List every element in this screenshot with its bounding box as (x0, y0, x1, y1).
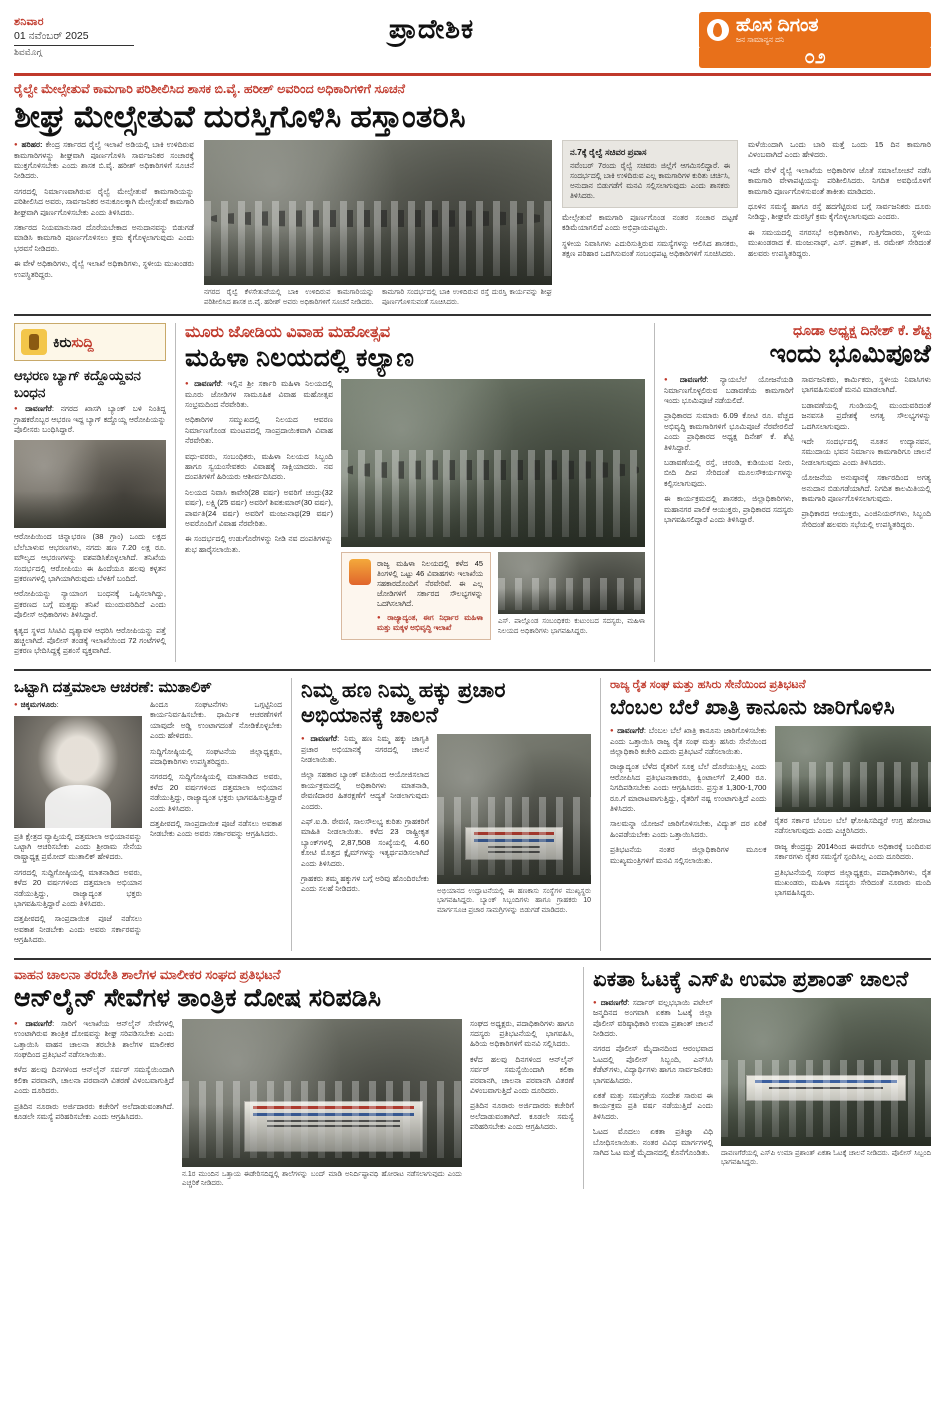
brand-logo (699, 12, 931, 49)
brand-name: ಹೊಸ ದಿಗಂತ (736, 15, 819, 36)
lead-sidebox (562, 140, 738, 208)
wedding-photo (341, 379, 645, 547)
lead-story (14, 82, 931, 307)
online-kicker: ವಾಹನ ಚಾಲನಾ ತರಬೇತಿ ಶಾಲೆಗಳ ಮಾಲೀಕರ ಸಂಘದ ಪ್ರತಿಭಟನೆ (14, 966, 281, 982)
brand-block (699, 12, 931, 68)
bhoomi-headline: ಇಂದು ಭೂಮಿಪೂಜೆ (769, 340, 931, 368)
column-divider-4 (600, 678, 601, 951)
kirusuddi-label: ಕಿರುಸುದ್ದಿ (53, 333, 94, 350)
campaign-photo-caption: ಅಭಿಯಾನದ ಉದ್ಘಾಟನೆಯಲ್ಲಿ ಈ ಹಣಕಾಸು ಸಂಸ್ಥೆಗಳ ಮುಖ್ಯಸ್ಥರು ಭಾಗವಹಿಸಿದ್ದರು. ಬ್ಯಾಂಕ್ ಸಿಬ್ಬಂದಿಗಳು ಹಾಗೂ ಗ್ರಾಹಕರು 10 ಮಾರ್ಗಸೂಚಿ ಪ್ರಚಾರ ಸಾಮಗ್ರಿಗಳನ್ನು ಬಿಡುಗಡೆ ಮಾಡಿದರು. (437, 887, 591, 914)
wedding-kicker: ಮೂರು ಜೋಡಿಯ ವಿವಾಹ ಮಹೋತ್ಸವ (185, 324, 391, 341)
wedding-teaser (341, 552, 491, 640)
section-divider-2 (14, 669, 931, 671)
column-divider-2 (654, 323, 655, 662)
masthead-day: ಶನಿವಾರ (14, 16, 44, 28)
column-divider-5 (583, 967, 584, 1189)
flame-icon (707, 19, 729, 41)
unity-photo-caption: ದಾವಣಗೆರೆಯಲ್ಲಿ ಎಸ್‌ಪಿ ಉಮಾ ಪ್ರಶಾಂತ್ ಏಕತಾ ಓಟಕ್ಕೆ ಚಾಲನೆ ನೀಡಿದರು. ಪೊಲೀಸ್ ಸಿಬ್ಬಂದಿ ಭಾಗವಹಿಸಿದ್ದರು. (721, 1149, 931, 1167)
online-body-2: ಸಂಘದ ಅಧ್ಯಕ್ಷರು, ಪದಾಧಿಕಾರಿಗಳು ಹಾಗೂ ಸದಸ್ಯರು ಪ್ರತಿಭಟನೆಯಲ್ಲಿ ಭಾಗವಹಿಸಿ, ಹಿರಿಯ ಅಧಿಕಾರಿಗಳಿಗೆ ಮನವಿ ಸಲ್ಲಿಸಿದರು. ಕಳೆದ ಹಲವು ದಿನಗಳಿಂದ ಆನ್‌ಲೈನ್ ಸರ್ವರ್ ಸಮಸ್ಯೆಯಿಂದಾಗಿ ಕಲಿಕಾ ಪರವಾನಗಿ, ಚಾಲನಾ ಪರವಾನಗಿ ವಿತರಣೆ ವಿಳಂಬವಾಗುತ್ತಿದೆ ಎಂದು ದೂರಿದರು. ಪ್ರತಿದಿನ ನೂರಾರು ಅರ್ಜಿದಾರರು ಕಚೇರಿಗೆ ಅಲೆದಾಡುವಂತಾಗಿದೆ. ಕೂಡಲೇ ಸಮಸ್ಯೆ ಪರಿಹರಿಸಬೇಕು ಎಂದು ಆಗ್ರಹಿಸಿದರು. (470, 1018, 574, 1132)
wedding-headline: ಮಹಿಳಾ ನಿಲಯದಲ್ಲಿ ಕಲ್ಯಾಣ (185, 344, 415, 372)
kirusuddi-headline: ಆಭರಣ ಬ್ಯಾಗ್ ಕದ್ದೊಯ್ದವನ ಬಂಧನ (14, 368, 141, 400)
kirusuddi-body: ● ದಾವಣಗೆರೆ: ನಗರದ ಖಾಸಗಿ ಬ್ಯಾಂಕ್ ಬಳಿ ನಿಂತಿದ್ದ ಗ್ರಾಹಕರೊಬ್ಬರ ಆಭರಣ ಇದ್ದ ಬ್ಯಾಗ್ ಕದ್ದೊಯ್ದ ಆರೋಪಿಯನ್ನು ಪೊಲೀಸರು ಬಂಧಿಸಿದ್ದಾರೆ. (14, 404, 166, 435)
campaign-body: ● ದಾವಣಗೆರೆ: ನಿಮ್ಮ ಹಣ ನಿಮ್ಮ ಹಕ್ಕು ಜಾಗೃತಿ ಪ್ರಚಾರ ಅಭಿಯಾನಕ್ಕೆ ನಗರದಲ್ಲಿ ಚಾಲನೆ ನೀಡಲಾಯಿತು. ಜಿಲ್ಲಾ ಸಹಕಾರ ಬ್ಯಾಂಕ್ ವತಿಯಿಂದ ಆಯೋಜಿಸಲಾದ ಕಾರ್ಯಕ್ರಮದಲ್ಲಿ ಅಧಿಕಾರಿಗಳು ಮಾತನಾಡಿ, ಠೇವಣಿದಾರರ ಹಿತರಕ್ಷಣೆಗೆ ಆದ್ಯತೆ ನೀಡಲಾಗುವುದು ಎಂದರು. ಎಫ್.ಐ.ಡಿ. ಠೇವಣಿ, ಸಾಲಸೌಲಭ್ಯ ಕುರಿತು ಗ್ರಾಹಕರಿಗೆ ಮಾಹಿತಿ ನೀಡಲಾಯಿತು. ಕಳೆದ 23 ರಾಷ್ಟ್ರೀಕೃತ ಬ್ಯಾಂಕ್‌ಗಳಲ್ಲಿ 2,87,508 ಸಂಖ್ಯೆಯಲ್ಲಿ 4.60 ಕೋಟಿ ಮೊತ್ತದ ಕ್ಲೈಮ್‌ಗಳನ್ನು ಇತ್ಯರ್ಥಪಡಿಸಲಾಗಿದೆ ಎಂದು ತಿಳಿಸಿದರು. ಗ್ರಾಹಕರು ತಮ್ಮ ಹಕ್ಕುಗಳ ಬಗ್ಗೆ ಅರಿವು ಹೊಂದಿರಬೇಕು ಎಂದು ಸಲಹೆ ನೀಡಿದರು. (301, 734, 429, 895)
unity-headline: ಏಕತಾ ಓಟಕ್ಕೆ ಎಸ್‌ಪಿ ಉಮಾ ಪ್ರಶಾಂತ್ ಚಾಲನೆ (593, 967, 909, 991)
farmers-headline: ಬೆಂಬಲ ಬೆಲೆ ಖಾತ್ರಿ ಕಾನೂನು ಜಾರಿಗೊಳಿಸಿ (610, 695, 895, 719)
lead-col4: ಮಳೆಯಿಂದಾಗಿ ಒಂದು ಬಾರಿ ಮತ್ತೆ ಒಂದು 15 ದಿನ ಕಾಮಗಾರಿ ವಿಳಂಬವಾಗಿದೆ ಎಂದು ಹೇಳಿದರು. ಇದೇ ವೇಳೆ ರೈಲ್ವೆ ಇಲಾಖೆಯ ಅಧಿಕಾರಿಗಳ ಜೊತೆ ಸಮಾಲೋಚನೆ ನಡೆಸಿ ಕಾಮಗಾರಿ ವೇಳಾಪಟ್ಟಿಯನ್ನು ಪರಿಶೀಲಿಸಿದರು. ನಿಗದಿತ ಅವಧಿಯೊಳಗೆ ಕಾಮಗಾರಿ ಪೂರ್ಣಗೊಳಿಸುವಂತೆ ತಾಕೀತು ಮಾಡಿದರು. ಧೂಳಿನ ಸಮಸ್ಯೆ ಹಾಗೂ ರಸ್ತೆ ಹದಗೆಟ್ಟಿರುವ ಬಗ್ಗೆ ಸಾರ್ವಜನಿಕರು ದೂರು ನೀಡಿದ್ದು, ಶೀಘ್ರವೇ ದುರಸ್ತಿಗೆ ಕ್ರಮ ಕೈಗೊಳ್ಳಲಾಗುವುದು ಎಂದರು. ಈ ಸಮಯದಲ್ಲಿ ನಗರಸಭೆ ಅಧಿಕಾರಿಗಳು, ಗುತ್ತಿಗೆದಾರರು, ಸ್ಥಳೀಯ ಮುಖಂಡರಾದ ಕೆ. ಮಂಜುನಾಥ್, ಎಸ್. ಪ್ರಕಾಶ್, ಜಿ. ರಮೇಶ್ ಸೇರಿದಂತೆ ಹಲವರು ಉಪಸ್ಥಿತರಿದ್ದರು. (748, 140, 931, 258)
lead-photo (204, 140, 552, 285)
campaign-headline: ನಿಮ್ಮ ಹಣ ನಿಮ್ಮ ಹಕ್ಕು ಪ್ರಚಾರ ಅಭಿಯಾನಕ್ಕೆ ಚಾಲನೆ (301, 678, 506, 727)
masthead-city: ಶಿವಮೊಗ್ಗ (14, 47, 42, 57)
farmers-photo (775, 726, 932, 812)
section-title-block (164, 12, 699, 46)
section-divider-1 (14, 314, 931, 316)
muthalik-body-2: ಹಿಂದೂ ಸಂಘಟನೆಗಳು ಒಗ್ಗಟ್ಟಿನಿಂದ ಕಾರ್ಯನಿರ್ವಹಿಸಬೇಕು. ಧಾರ್ಮಿಕ ಆಚರಣೆಗಳಿಗೆ ಯಾವುದೇ ಅಡ್ಡಿ ಉಂಟಾಗದಂತೆ ನೋಡಿಕೊಳ್ಳಬೇಕು ಎಂದು ಹೇಳಿದರು. ಸುದ್ದಿಗೋಷ್ಠಿಯಲ್ಲಿ ಸಂಘಟನೆಯ ಜಿಲ್ಲಾಧ್ಯಕ್ಷರು, ಪದಾಧಿಕಾರಿಗಳು ಉಪಸ್ಥಿತರಿದ್ದರು. ನಗರದಲ್ಲಿ ಸುದ್ದಿಗೋಷ್ಠಿಯಲ್ಲಿ ಮಾತನಾಡಿದ ಅವರು, ಕಳೆದ 20 ವರ್ಷಗಳಿಂದ ದತ್ತಮಾಲಾ ಅಭಿಯಾನ ನಡೆಯುತ್ತಿದ್ದು, ರಾಜ್ಯಾದ್ಯಂತ ಭಕ್ತರು ಭಾಗವಹಿಸುತ್ತಿದ್ದಾರೆ ಎಂದು ತಿಳಿಸಿದರು. ದತ್ತಪೀಠದಲ್ಲಿ ಸಾಂಪ್ರದಾಯಿಕ ಪೂಜೆ ನಡೆಸಲು ಅವಕಾಶ ನೀಡಬೇಕು ಎಂದು ಅವರು ಸರ್ಕಾರವನ್ನು ಆಗ್ರಹಿಸಿದರು. (150, 699, 282, 839)
column-divider (175, 323, 176, 662)
online-headline: ಆನ್‌ಲೈನ್ ಸೇವೆಗಳ ತಾಂತ್ರಿಕ ದೋಷ ಸರಿಪಡಿಸಿ (14, 983, 382, 1012)
lead-photo-caption: ನಗರದ ರೈಲ್ವೆ ಕೆಳಸೇತುವೆಯಲ್ಲಿ ಬಾಕಿ ಉಳಿದಿರುವ ಕಾಮಗಾರಿಯನ್ನು ಪರಿಶೀಲಿಸಿದ ಶಾಸಕ ಬಿ.ವೈ. ಹರೀಶ್ ಅವರು ಅಧಿಕಾರಿಗಳಿಗೆ ಸೂಚನೆ ನೀಡಿದರು. (204, 289, 374, 306)
lead-sidebox-text: ನವೆಂಬರ್ 7ರಂದು ರೈಲ್ವೆ ಸಚಿವರು ಜಿಲ್ಲೆಗೆ ಆಗಮಿಸಲಿದ್ದಾರೆ. ಈ ಸಂದರ್ಭದಲ್ಲಿ ಬಾಕಿ ಉಳಿದಿರುವ ಎಲ್ಲ ಕಾಮಗಾರಿಗಳ ಕುರಿತು ಚರ್ಚಿಸಿ, ಅನುದಾನ ಬಿಡುಗಡೆಗೆ ಮನವಿ ಸಲ್ಲಿಸಲಾಗುವುದು ಎಂದು ಶಾಸಕರು ತಿಳಿಸಿದರು. (570, 161, 730, 200)
lead-photo-caption-2: ಕಾಮಗಾರಿ ಸಂದರ್ಭದಲ್ಲಿ ಬಾಕಿ ಉಳಿದಿರುವ ರಸ್ತೆ ದುರಸ್ತಿ ಕಾರ್ಯವನ್ನು ಶೀಘ್ರ ಪೂರ್ಣಗೊಳಿಸುವಂತೆ ಸೂಚಿಸಿದರು. (382, 289, 552, 306)
online-photo (182, 1019, 462, 1167)
lead-col3: ಮೇಲ್ಸೇತುವೆ ಕಾಮಗಾರಿ ಪೂರ್ಣಗೊಂಡ ನಂತರ ಸಂಚಾರ ದಟ್ಟಣೆ ಕಡಿಮೆಯಾಗಲಿದೆ ಎಂದು ಅಭಿಪ್ರಾಯಪಟ್ಟರು. ಸ್ಥಳೀಯ ನಿವಾಸಿಗಳು ಎದುರಿಸುತ್ತಿರುವ ಸಮಸ್ಯೆಗಳನ್ನು ಆಲಿಸಿದ ಶಾಸಕರು, ತಕ್ಷಣ ಪರಿಹಾರ ಒದಗಿಸುವಂತೆ ಸಂಬಂಧಪಟ್ಟ ಅಧಿಕಾರಿಗಳಿಗೆ ಸೂಚಿಸಿದರು. (562, 213, 738, 259)
kirusuddi-photo (14, 440, 166, 528)
wedding-photo-caption: ಎಸ್. ಪಾಲ್ಗೊಂಡ ಸಂಬಂಧಿಕರು ಕುಟುಂಬದ ಸದಸ್ಯರು, ಮಹಿಳಾ ನಿಲಯದ ಅಧಿಕಾರಿಗಳು ಭಾಗವಹಿಸಿದ್ದರು. (498, 618, 645, 635)
band-three: ಒಟ್ಟಾಗಿ ದತ್ತಮಾಲಾ ಆಚರಣೆ: ಮುತಾಲಿಕ್ ● ಚಿಕ್ಕಮಗಳೂರು: ಪ್ರತಿ ಕ್ಷೇತ್ರದ ವ್ಯಾಪ್ತಿಯಲ್ಲಿ ದತ್ತಮಾಲಾ ಅಭಿಯಾನವನ್ನು ಒಟ್ಟಾಗಿ ಆಚರಿಸಬೇಕು ಎಂದು ಶ್ರೀರಾಮ ಸೇನೆಯ ರಾಷ್ಟ್ರಾಧ್ಯಕ್ಷ ಪ್ರಮೋದ್ ಮುತಾಲಿಕ್ ಹೇಳಿದರು. ನಗರದಲ್ಲಿ ಸುದ್ದಿಗೋಷ್ಠಿಯಲ್ಲಿ ಮಾತನಾಡಿದ ಅವರು, ಕಳೆದ 20 ವರ್ಷಗಳಿಂದ ದತ್ತಮಾಲಾ ಅಭಿಯಾನ ನಡೆಯುತ್ತಿದ್ದು, ರಾಜ್ಯಾದ್ಯಂತ ಭಕ್ತರು ಭಾಗವಹಿಸುತ್ತಿದ್ದಾರೆ ಎಂದು ತಿಳಿಸಿದರು. ದತ್ತಪೀಠದಲ್ಲಿ ಸಾಂಪ್ರದಾಯಿಕ ಪೂಜೆ ನಡೆಸಲು ಅವಕಾಶ ನೀಡಬೇಕು ಎಂದು ಅವರು ಸರ್ಕಾರವನ್ನು ಆಗ್ರಹಿಸಿದರು. ಹಿಂದೂ ಸಂಘಟನೆಗಳು ಒಗ್ಗಟ್ಟಿನಿಂದ ಕಾರ್ಯನಿರ್ವಹಿಸಬೇಕು. ಧಾರ್ಮಿಕ ಆಚರಣೆಗಳಿಗೆ ಯಾವುದೇ ಅಡ್ಡಿ ಉಂಟಾಗದಂತೆ ನೋಡಿಕೊಳ್ಳಬೇಕು ಎಂದು ಹೇಳಿದರು. ಸುದ್ದಿಗೋಷ್ಠಿಯಲ್ಲಿ ಸಂಘಟನೆಯ ಜಿಲ್ಲಾಧ್ಯಕ್ಷರು, ಪದಾಧಿಕಾರಿಗಳು ಉಪಸ್ಥಿತರಿದ್ದರು. ನಗರದಲ್ಲಿ ಸುದ್ದಿಗೋಷ್ಠಿಯಲ್ಲಿ ಮಾತನಾಡಿದ ಅವರು, ಕಳೆದ 20 ವರ್ಷಗಳಿಂದ ದತ್ತಮಾಲಾ ಅಭಿಯಾನ ನಡೆಯುತ್ತಿದ್ದು, ರಾಜ್ಯಾದ್ಯಂತ ಭಕ್ತರು ಭಾಗವಹಿಸುತ್ತಿದ್ದಾರೆ ಎಂದು ತಿಳಿಸಿದರು. ದತ್ತಪೀಠದಲ್ಲಿ ಸಾಂಪ್ರದಾಯಿಕ ಪೂಜೆ ನಡೆಸಲು ಅವಕಾಶ ನೀಡಬೇಕು ಎಂದು ಅವರು ಸರ್ಕಾರವನ್ನು ಆಗ್ರಹಿಸಿದರು. ನಿಮ್ಮ ಹಣ ನಿಮ್ಮ ಹಕ್ಕು ಪ್ರಚಾರ ಅಭಿಯಾನಕ್ಕೆ ಚಾಲನೆ ● ದಾವಣಗೆರೆ: ನಿಮ್ಮ ಹಣ ನಿಮ್ಮ ಹಕ್ಕು ಜಾಗೃತಿ ಪ್ರಚಾರ ಅಭಿಯಾನಕ್ಕೆ ನಗರದಲ್ಲಿ ಚಾಲನೆ ನೀಡಲಾಯಿತು. ಜಿಲ್ಲಾ ಸಹಕಾರ ಬ್ಯಾಂಕ್ ವತಿಯಿಂದ ಆಯೋಜಿಸಲಾದ ಕಾರ್ಯಕ್ರಮದಲ್ಲಿ ಅಧಿಕಾರಿಗಳು ಮಾತನಾಡಿ, ಠೇವಣಿದಾರರ ಹಿತರಕ್ಷಣೆಗೆ ಆದ್ಯತೆ ನೀಡಲಾಗುವುದು ಎಂದರು. ಎಫ್.ಐ.ಡಿ. ಠೇವಣಿ, ಸಾಲಸೌಲಭ್ಯ ಕುರಿತು ಗ್ರಾಹಕರಿಗೆ ಮಾಹಿತಿ ನೀಡಲಾಯಿತು. ಕಳೆದ 23 ರಾಷ್ಟ್ರೀಕೃತ ಬ್ಯಾಂಕ್‌ಗಳಲ್ಲಿ 2,87,508 ಸಂಖ್ಯೆಯಲ್ಲಿ 4.60 ಕೋಟಿ ಮೊತ್ತದ ಕ್ಲೈಮ್‌ಗಳನ್ನು ಇತ್ಯರ್ಥಪಡಿಸಲಾಗಿದೆ ಎಂದು ತಿಳಿಸಿದರು. ಗ್ರಾಹಕರು ತಮ್ಮ ಹಕ್ಕುಗಳ ಬಗ್ಗೆ ಅರಿವು ಹೊಂದಿರಬೇಕು ಎಂದು ಸಲಹೆ ನೀಡಿದರು. ಅಭಿಯಾನದ ಉದ್ಘಾಟನೆಯಲ್ಲಿ ಈ ಹಣಕಾಸು ಸಂಸ್ಥೆಗಳ ಮುಖ್ಯಸ್ಥರು ಭಾಗವಹಿಸಿದ್ದರು. ಬ್ಯಾಂಕ್ ಸಿಬ್ಬಂದಿಗಳು ಹಾಗೂ ಗ್ರಾಹಕರು 10 ಮಾರ್ಗಸೂಚಿ ಪ್ರಚಾರ ಸಾಮಗ್ರಿಗಳನ್ನು ಬಿಡುಗಡೆ ಮಾಡಿದರು. ರಾಜ್ಯ ರೈತ ಸಂಘ ಮತ್ತು ಹಸಿರು ಸೇನೆಯಿಂದ ಪ್ರತಿಭಟನೆ ಬೆಂಬಲ ಬೆಲೆ ಖಾತ್ರಿ ಕಾನೂನು ಜಾರಿಗೊಳಿಸಿ ● ದಾವಣಗೆರೆ: ಬೆಂಬಲ ಬೆಲೆ ಖಾತ್ರಿ ಕಾನೂನು ಜಾರಿಗೊಳಿಸಬೇಕು ಎಂದು ಒತ್ತಾಯಿಸಿ ರಾಜ್ಯ ರೈತ ಸಂಘ ಮತ್ತು ಹಸಿರು ಸೇನೆಯಿಂದ ಜಿಲ್ಲಾಧಿಕಾರಿ ಕಚೇರಿ ಎದುರು ಪ್ರತಿಭಟನೆ ನಡೆಸಲಾಯಿತು. ರಾಜ್ಯಾದ್ಯಂತ ಬೆಳೆದ ರೈತರಿಗೆ ಸೂಕ್ತ ಬೆಲೆ ದೊರೆಯುತ್ತಿಲ್ಲ ಎಂದು ಆರೋಪಿಸಿದ ಪ್ರತಿಭಟನಾಕಾರರು, ಕ್ವಿಂಟಾಲ್‌ಗೆ 2,400 ರೂ. ನಿಗದಿಪಡಿಸಬೇಕು ಎಂದು ಆಗ್ರಹಿಸಿದರು. ಪ್ರಸ್ತುತ 1,300-1,700 ರೂ.ಗೆ ಮಾರಾಟವಾಗುತ್ತಿದ್ದು, ರೈತರಿಗೆ ನಷ್ಟ ಉಂಟಾಗುತ್ತಿದೆ ಎಂದು ತಿಳಿಸಿದರು. ಸಾಲಮನ್ನಾ ಯೋಜನೆ ಜಾರಿಗೊಳಿಸಬೇಕು, ವಿದ್ಯುತ್ ದರ ಏರಿಕೆ ಹಿಂಪಡೆಯಬೇಕು ಎಂದು ಒತ್ತಾಯಿಸಿದರು. ಪ್ರತಿಭಟನೆಯ ನಂತರ ಜಿಲ್ಲಾಧಿಕಾರಿಗಳ ಮೂಲಕ ಮುಖ್ಯಮಂತ್ರಿಗಳಿಗೆ ಮನವಿ ಸಲ್ಲಿಸಲಾಯಿತು. ರೈತರ ಸರ್ಕಾರ ಬೆಂಬಲ ಬೆಲೆ ಘೋಷಿಸದಿದ್ದರೆ ಉಗ್ರ ಹೋರಾಟ ನಡೆಸಲಾಗುವುದು ಎಂದು ಎಚ್ಚರಿಸಿದರು. ರಾಜ್ಯ ಕೇಂದ್ರದ್ದು 2014ರಿಂದ ಈವರೆಗೂ ಅಧಿಕಾರಕ್ಕೆ ಬಂದಿರುವ ಸರ್ಕಾರಗಳು ರೈತರ ಸಮಸ್ಯೆಗೆ ಸ್ಪಂದಿಸಿಲ್ಲ ಎಂದು ದೂರಿದರು. ಪ್ರತಿಭಟನೆಯಲ್ಲಿ ಸಂಘದ ಜಿಲ್ಲಾಧ್ಯಕ್ಷರು, ಪದಾಧಿಕಾರಿಗಳು, ರೈತ ಮುಖಂಡರು, ಮಹಿಳಾ ಸದಸ್ಯರು ಸೇರಿದಂತೆ ನೂರಾರು ಮಂದಿ ಭಾಗವಹಿಸಿದ್ದರು. (14, 678, 931, 951)
masthead-divider (14, 45, 134, 46)
band-two: ಕಿರುಸುದ್ದಿ ಆಭರಣ ಬ್ಯಾಗ್ ಕದ್ದೊಯ್ದವನ ಬಂಧನ ● ದಾವಣಗೆರೆ: ನಗರದ ಖಾಸಗಿ ಬ್ಯಾಂಕ್ ಬಳಿ ನಿಂತಿದ್ದ ಗ್ರಾಹಕರೊಬ್ಬರ ಆಭರಣ ಇದ್ದ ಬ್ಯಾಗ್ ಕದ್ದೊಯ್ದ ಆರೋಪಿಯನ್ನು ಪೊಲೀಸರು ಬಂಧಿಸಿದ್ದಾರೆ. ಆರೋಪಿಯಿಂದ ಚಿನ್ನಾಭರಣ (38 ಗ್ರಾಂ) ಒಂದು ಲಕ್ಷದ ಬೆಲೆಬಾಳುವ ಆಭರಣಗಳು, ನಗದು ಹಣ 7.20 ಲಕ್ಷ ರೂ. ಮೌಲ್ಯದ ಆಭರಣಗಳನ್ನು ವಶಪಡಿಸಿಕೊಳ್ಳಲಾಗಿದೆ. ತನಿಖೆಯ ಸಂದರ್ಭದಲ್ಲಿ ಆರೋಪಿಯು ಈ ಹಿಂದೆಯೂ ಹಲವು ಕಳ್ಳತನ ಪ್ರಕರಣಗಳಲ್ಲಿ ಭಾಗಿಯಾಗಿರುವುದು ಬೆಳಕಿಗೆ ಬಂದಿದೆ. ಆರೋಪಿಯನ್ನು ನ್ಯಾಯಾಂಗ ಬಂಧನಕ್ಕೆ ಒಪ್ಪಿಸಲಾಗಿದ್ದು, ಪ್ರಕರಣದ ಬಗ್ಗೆ ಮತ್ತಷ್ಟು ತನಿಖೆ ಮುಂದುವರಿದಿದೆ ಎಂದು ಪೊಲೀಸ್ ಅಧಿಕಾರಿಗಳು ತಿಳಿಸಿದ್ದಾರೆ. ಕೃತ್ಯದ ಸ್ಥಳದ ಸಿಸಿಟಿವಿ ದೃಶ್ಯಾವಳಿ ಆಧರಿಸಿ ಆರೋಪಿಯನ್ನು ಪತ್ತೆ ಹಚ್ಚಲಾಗಿದೆ. ಪೊಲೀಸ್ ತಂಡಕ್ಕೆ ಇಲಾಖೆಯಿಂದ 72 ಗಂಟೆಗಳಲ್ಲಿ ಪ್ರಕರಣ ಭೇದಿಸಿದ್ದಕ್ಕೆ ಪ್ರಶಂಸೆ ವ್ಯಕ್ತವಾಗಿದೆ. ಮೂರು ಜೋಡಿಯ ವಿವಾಹ ಮಹೋತ್ಸವ ಮಹಿಳಾ ನಿಲಯದಲ್ಲಿ ಕಲ್ಯಾಣ ● ದಾವಣಗೆರೆ: ಇಲ್ಲಿನ ಶ್ರೀ ಸರ್ಕಾರಿ ಮಹಿಳಾ ನಿಲಯದಲ್ಲಿ ಮೂರು ಜೋಡಿಗಳ ಸಾಮೂಹಿಕ ವಿವಾಹ ಮಹೋತ್ಸವ ಸಂಭ್ರಮದಿಂದ ನೆರವೇರಿತು. ಅಧಿಕಾರಿಗಳ ಸಮ್ಮುಖದಲ್ಲಿ ನಿಲಯದ ಆವರಣ ನಿರ್ಮಾಣಗೊಂಡ ಮಂಟಪದಲ್ಲಿ ಸಾಂಪ್ರದಾಯಿಕವಾಗಿ ವಿವಾಹ ನೆರವೇರಿತು. ವಧು-ವರರು, ಸಂಬಂಧಿಕರು, ಮಹಿಳಾ ನಿಲಯದ ಸಿಬ್ಬಂದಿ ಹಾಗೂ ಸ್ವಯಂಸೇವಕರು ವಿವಾಹಕ್ಕೆ ಸಾಕ್ಷಿಯಾದರು. ನವ ದಂಪತಿಗಳಿಗೆ ಹಿರಿಯರು ಆಶೀರ್ವದಿಸಿದರು. ನಿಲಯದ ನಿವಾಸಿ ಕಾವೇರಿ(28 ವರ್ಷ) ಅವರಿಗೆ ಚಂದ್ರು(32 ವರ್ಷ), ಲಕ್ಷ್ಮಿ(25 ವರ್ಷ) ಅವರಿಗೆ ಶಿವಕುಮಾರ್(30 ವರ್ಷ), ಪಾರ್ವತಿ(24 ವರ್ಷ) ಅವರಿಗೆ ಮಂಜುನಾಥ(29 ವರ್ಷ) ಅವರೊಂದಿಗೆ ವಿವಾಹ ನೆರವೇರಿತು. ಈ ಸಂದರ್ಭದಲ್ಲಿ ಉಡುಗೊರೆಗಳನ್ನು ನೀಡಿ ನವ ದಂಪತಿಗಳನ್ನು ಶುಭ ಹಾರೈಸಲಾಯಿತು. ರಾಜ್ಯ ಮಹಿಳಾ ನಿಲಯದಲ್ಲಿ ಕಳೆದ 45 ತಿಂಗಳಲ್ಲಿ ಒಟ್ಟು 46 ವಿವಾಹಗಳು ಇಲಾಖೆಯ ಸಹಕಾರದೊಂದಿಗೆ ನೆರವೇರಿವೆ. ಈ ಎಲ್ಲ ಜೋಡಿಗಳಿಗೆ ಸರ್ಕಾರದ ಸೌಲಭ್ಯಗಳನ್ನು ಒದಗಿಸಲಾಗಿದೆ. ● ರಾಜ್ಯಾದ್ಯಂತ, ಈಗ ನಿರ್ಧಾರ ಮಹಿಳಾ ಮತ್ತು ಮಕ್ಕಳ ಅಭಿವೃದ್ಧಿ ಇಲಾಖೆ ಎಸ್. ಪಾಲ್ಗೊಂಡ ಸಂಬಂಧಿಕರು ಕುಟುಂಬದ ಸದಸ್ಯರು, ಮಹಿಳಾ ನಿಲಯದ ಅಧಿಕಾರಿಗಳು ಭಾಗವಹಿಸಿದ್ದರು. ಧೂಡಾ ಅಧ್ಯಕ್ಷ ದಿನೇಶ್ ಕೆ. ಶೆಟ್ಟಿ ಇಂದು ಭೂಮಿಪೂಜೆ ● ದಾವಣಗೆರೆ: ನ್ಯಾಯಬೆಲೆ ಯೋಜನೆಯಡಿ ನಿರ್ಮಾಣಗೊಳ್ಳಲಿರುವ ಬಡಾವಣೆಯ ಕಾಮಗಾರಿಗೆ ಇಂದು ಭೂಮಿಪೂಜೆ ನಡೆಯಲಿದೆ. ಪ್ರಾಧಿಕಾರದ ಸುಮಾರು 6.09 ಕೋಟಿ ರೂ. ವೆಚ್ಚದ ಅಭಿವೃದ್ಧಿ ಕಾಮಗಾರಿಗಳಿಗೆ ಭೂಮಿಪೂಜೆ ನೆರವೇರಲಿದೆ ಎಂದು ಪ್ರಾಧಿಕಾರದ ಅಧ್ಯಕ್ಷ ದಿನೇಶ್ ಕೆ. ಶೆಟ್ಟಿ ತಿಳಿಸಿದ್ದಾರೆ. ಬಡಾವಣೆಯಲ್ಲಿ ರಸ್ತೆ, ಚರಂಡಿ, ಕುಡಿಯುವ ನೀರು, ಬೀದಿ ದೀಪ ಸೇರಿದಂತೆ ಮೂಲಸೌಕರ್ಯಗಳನ್ನು ಕಲ್ಪಿಸಲಾಗುವುದು. ಈ ಕಾರ್ಯಕ್ರಮದಲ್ಲಿ ಶಾಸಕರು, ಜಿಲ್ಲಾಧಿಕಾರಿಗಳು, ಮಹಾನಗರ ಪಾಲಿಕೆ ಆಯುಕ್ತರು, ಪ್ರಾಧಿಕಾರದ ಸದಸ್ಯರು ಭಾಗವಹಿಸಲಿದ್ದಾರೆ ಎಂದು ತಿಳಿಸಿದ್ದಾರೆ. ಸಾರ್ವಜನಿಕರು, ಕಾರ್ಮಿಕರು, ಸ್ಥಳೀಯ ನಿವಾಸಿಗಳು ಭಾಗವಹಿಸುವಂತೆ ಮನವಿ ಮಾಡಲಾಗಿದೆ. ಬಡಾವಣೆಯಲ್ಲಿ ಗುಂಡಿಯಲ್ಲಿ ಮುಂದುವರಿದಂತೆ ಜನವಸತಿ ಪ್ರದೇಶಕ್ಕೆ ಅಗತ್ಯ ಸೌಲಭ್ಯಗಳನ್ನು ಒದಗಿಸಲಾಗುವುದು. ಇದೇ ಸಂದರ್ಭದಲ್ಲಿ ನೂತನ ಉದ್ಯಾನವನ, ಸಮುದಾಯ ಭವನ ನಿರ್ಮಾಣ ಕಾಮಗಾರಿಗೂ ಚಾಲನೆ ನೀಡಲಾಗುವುದು ಎಂದು ತಿಳಿಸಿದರು. ಯೋಜನೆಯ ಅನುಷ್ಠಾನಕ್ಕೆ ಸರ್ಕಾರದಿಂದ ಅಗತ್ಯ ಅನುದಾನ ಬಿಡುಗಡೆಯಾಗಿದೆ. ನಿಗದಿತ ಕಾಲಮಿತಿಯಲ್ಲಿ ಕಾಮಗಾರಿ ಪೂರ್ಣಗೊಳಿಸಲಾಗುವುದು. ಪ್ರಾಧಿಕಾರದ ಆಯುಕ್ತರು, ಎಂಜಿನಿಯರ್‌ಗಳು, ಸಿಬ್ಬಂದಿ ಸೇರಿದಂತೆ ಹಲವರು ಸಭೆಯಲ್ಲಿ ಉಪಸ್ಥಿತರಿದ್ದರು. (14, 323, 931, 662)
muthalik-headline: ಒಟ್ಟಾಗಿ ದತ್ತಮಾಲಾ ಆಚರಣೆ: ಮುತಾಲಿಕ್ (14, 678, 212, 696)
online-body: ● ದಾವಣಗೆರೆ: ಸಾರಿಗೆ ಇಲಾಖೆಯ ಆನ್‌ಲೈನ್ ಸೇವೆಗಳಲ್ಲಿ ಉಂಟಾಗಿರುವ ತಾಂತ್ರಿಕ ದೋಷವನ್ನು ಶೀಘ್ರ ಸರಿಪಡಿಸಬೇಕು ಎಂದು ಒತ್ತಾಯಿಸಿ ವಾಹನ ಚಾಲನಾ ತರಬೇತಿ ಶಾಲೆಗಳ ಮಾಲೀಕರ ಸಂಘದಿಂದ ಪ್ರತಿಭಟನೆ ನಡೆಸಲಾಯಿತು. ಕಳೆದ ಹಲವು ದಿನಗಳಿಂದ ಆನ್‌ಲೈನ್ ಸರ್ವರ್ ಸಮಸ್ಯೆಯಿಂದಾಗಿ ಕಲಿಕಾ ಪರವಾನಗಿ, ಚಾಲನಾ ಪರವಾನಗಿ ವಿತರಣೆ ವಿಳಂಬವಾಗುತ್ತಿದೆ ಎಂದು ದೂರಿದರು. ಪ್ರತಿದಿನ ನೂರಾರು ಅರ್ಜಿದಾರರು ಕಚೇರಿಗೆ ಅಲೆದಾಡುವಂತಾಗಿದೆ. ಕೂಡಲೇ ಸಮಸ್ಯೆ ಪರಿಹರಿಸಬೇಕು ಎಂದು ಆಗ್ರಹಿಸಿದರು. (14, 1019, 174, 1123)
unity-body: ● ದಾವಣಗೆರೆ: ಸರ್ದಾರ್ ವಲ್ಲಭಭಾಯಿ ಪಟೇಲ್ ಜನ್ಮದಿನದ ಅಂಗವಾಗಿ ಏಕತಾ ಓಟಕ್ಕೆ ಜಿಲ್ಲಾ ಪೊಲೀಸ್ ವರಿಷ್ಠಾಧಿಕಾರಿ ಉಮಾ ಪ್ರಶಾಂತ್ ಚಾಲನೆ ನೀಡಿದರು. ನಗರದ ಪೊಲೀಸ್ ಮೈದಾನದಿಂದ ಆರಂಭವಾದ ಓಟದಲ್ಲಿ ಪೊಲೀಸ್ ಸಿಬ್ಬಂದಿ, ಎನ್‌ಸಿಸಿ ಕೆಡೆಟ್‌ಗಳು, ವಿದ್ಯಾರ್ಥಿಗಳು ಹಾಗೂ ಸಾರ್ವಜನಿಕರು ಭಾಗವಹಿಸಿದರು. ಏಕತೆ ಮತ್ತು ಸಮಗ್ರತೆಯ ಸಂದೇಶ ಸಾರುವ ಈ ಕಾರ್ಯಕ್ರಮ ಪ್ರತಿ ವರ್ಷ ನಡೆಯುತ್ತಿದೆ ಎಂದು ತಿಳಿಸಿದರು. ಓಟದ ಮೊದಲು ಏಕತಾ ಪ್ರತಿಜ್ಞಾ ವಿಧಿ ಬೋಧಿಸಲಾಯಿತು. ನಂತರ ವಿವಿಧ ಮಾರ್ಗಗಳಲ್ಲಿ ಸಾಗಿದ ಓಟ ಮತ್ತೆ ಮೈದಾನದಲ್ಲಿ ಕೊನೆಗೊಂಡಿತು. (593, 998, 713, 1159)
section-divider-3 (14, 958, 931, 960)
farmers-col2: ರೈತರ ಸರ್ಕಾರ ಬೆಂಬಲ ಬೆಲೆ ಘೋಷಿಸದಿದ್ದರೆ ಉಗ್ರ ಹೋರಾಟ ನಡೆಸಲಾಗುವುದು ಎಂದು ಎಚ್ಚರಿಸಿದರು. ರಾಜ್ಯ ಕೇಂದ್ರದ್ದು 2014ರಿಂದ ಈವರೆಗೂ ಅಧಿಕಾರಕ್ಕೆ ಬಂದಿರುವ ಸರ್ಕಾರಗಳು ರೈತರ ಸಮಸ್ಯೆಗೆ ಸ್ಪಂದಿಸಿಲ್ಲ ಎಂದು ದೂರಿದರು. ಪ್ರತಿಭಟನೆಯಲ್ಲಿ ಸಂಘದ ಜಿಲ್ಲಾಧ್ಯಕ್ಷರು, ಪದಾಧಿಕಾರಿಗಳು, ರೈತ ಮುಖಂಡರು, ಮಹಿಳಾ ಸದಸ್ಯರು ಸೇರಿದಂತೆ ನೂರಾರು ಮಂದಿ ಭಾಗವಹಿಸಿದ್ದರು. (774, 815, 931, 898)
band-four (14, 967, 931, 1189)
wedding-photo-2 (498, 552, 645, 614)
lamp-icon (21, 329, 47, 355)
masthead-date-block (14, 12, 164, 58)
lead-headline: ಶೀಘ್ರ ಮೇಲ್ಸೇತುವೆ ದುರಸ್ತಿಗೊಳಿಸಿ ಹಸ್ತಾಂತರಿಸಿ (14, 99, 466, 134)
farmers-col1: ● ದಾವಣಗೆರೆ: ಬೆಂಬಲ ಬೆಲೆ ಖಾತ್ರಿ ಕಾನೂನು ಜಾರಿಗೊಳಿಸಬೇಕು ಎಂದು ಒತ್ತಾಯಿಸಿ ರಾಜ್ಯ ರೈತ ಸಂಘ ಮತ್ತು ಹಸಿರು ಸೇನೆಯಿಂದ ಜಿಲ್ಲಾಧಿಕಾರಿ ಕಚೇರಿ ಎದುರು ಪ್ರತಿಭಟನೆ ನಡೆಸಲಾಯಿತು. ರಾಜ್ಯಾದ್ಯಂತ ಬೆಳೆದ ರೈತರಿಗೆ ಸೂಕ್ತ ಬೆಲೆ ದೊರೆಯುತ್ತಿಲ್ಲ ಎಂದು ಆರೋಪಿಸಿದ ಪ್ರತಿಭಟನಾಕಾರರು, ಕ್ವಿಂಟಾಲ್‌ಗೆ 2,400 ರೂ. ನಿಗದಿಪಡಿಸಬೇಕು ಎಂದು ಆಗ್ರಹಿಸಿದರು. ಪ್ರಸ್ತುತ 1,300-1,700 ರೂ.ಗೆ ಮಾರಾಟವಾಗುತ್ತಿದ್ದು, ರೈತರಿಗೆ ನಷ್ಟ ಉಂಟಾಗುತ್ತಿದೆ ಎಂದು ತಿಳಿಸಿದರು. ಸಾಲಮನ್ನಾ ಯೋಜನೆ ಜಾರಿಗೊಳಿಸಬೇಕು, ವಿದ್ಯುತ್ ದರ ಏರಿಕೆ ಹಿಂಪಡೆಯಬೇಕು ಎಂದು ಒತ್ತಾಯಿಸಿದರು. ಪ್ರತಿಭಟನೆಯ ನಂತರ ಜಿಲ್ಲಾಧಿಕಾರಿಗಳ ಮೂಲಕ ಮುಖ್ಯಮಂತ್ರಿಗಳಿಗೆ ಮನವಿ ಸಲ್ಲಿಸಲಾಯಿತು. (610, 726, 767, 866)
lead-col1: ● ಹರಿಹರ: ಕೇಂದ್ರ ಸರ್ಕಾರದ ರೈಲ್ವೆ ಇಲಾಖೆ ಅಡಿಯಲ್ಲಿ ಬಾಕಿ ಉಳಿದಿರುವ ಕಾಮಗಾರಿಗಳನ್ನು ಶೀಘ್ರವಾಗಿ ಪೂರ್ಣಗೊಳಿಸಿ ಸಾರ್ವಜನಿಕರ ಸಂಚಾರಕ್ಕೆ ಮುಕ್ತಗೊಳಿಸಬೇಕು ಎಂದು ಶಾಸಕ ಬಿ.ವೈ. ಹರೀಶ್ ಅಧಿಕಾರಿಗಳಿಗೆ ಸೂಚನೆ ನೀಡಿದರು. ನಗರದಲ್ಲಿ ನಿರ್ಮಾಣವಾಗಿರುವ ರೈಲ್ವೆ ಮೇಲ್ಸೇತುವೆ ಕಾಮಗಾರಿಯನ್ನು ಪರಿಶೀಲಿಸಿದ ಅವರು, ಸಾರ್ವಜನಿಕರ ಅನುಕೂಲಕ್ಕಾಗಿ ಮೇಲ್ಸೇತುವೆ ಕಾಮಗಾರಿ ಶೀಘ್ರವಾಗಿ ಪೂರ್ಣಗೊಳಿಸಬೇಕು ಎಂದು ತಿಳಿಸಿದರು. ಸರ್ಕಾರದ ನಿಯಮಾನುಸಾರ ದೊರೆಯಬೇಕಾದ ಅನುದಾನವನ್ನು ಬಿಡುಗಡೆ ಮಾಡಿಸಿ ಕಾಮಗಾರಿ ಪೂರ್ಣಗೊಳಿಸಲು ಕ್ರಮ ಕೈಗೊಳ್ಳಲಾಗುವುದು ಎಂದು ಭರವಸೆ ನೀಡಿದರು. ಈ ವೇಳೆ ಅಧಿಕಾರಿಗಳು, ರೈಲ್ವೆ ಇಲಾಖೆ ಅಧಿಕಾರಿಗಳು, ಸ್ಥಳೀಯ ಮುಖಂಡರು ಉಪಸ್ಥಿತರಿದ್ದರು. (14, 140, 194, 280)
column-divider-3 (291, 678, 292, 951)
page-number: ೦೨ (699, 48, 931, 68)
online-photo-caption: ನ.1ರ ಮುಂದಿನ ಒತ್ತಾಯ ಈಡೇರಿಸದಿದ್ದಲ್ಲಿ ಶಾಲೆಗಳನ್ನು ಬಂದ್ ಮಾಡಿ ಅನಿರ್ದಿಷ್ಟಾವಧಿ ಹೋರಾಟ ನಡೆಸಲಾಗುವುದು ಎಂದು ಎಚ್ಚರಿಕೆ ನೀಡಿದರು. (182, 1170, 462, 1188)
farmers-kicker: ರಾಜ್ಯ ರೈತ ಸಂಘ ಮತ್ತು ಹಸಿರು ಸೇನೆಯಿಂದ ಪ್ರತಿಭಟನೆ (610, 678, 806, 691)
brand-tagline: ಜನ ಸಾಮಾನ್ಯನ ದನಿ (736, 35, 785, 44)
wedding-teaser-highlight: ರಾಜ್ಯಾದ್ಯಂತ, ಈಗ ನಿರ್ಧಾರ ಮಹಿಳಾ ಮತ್ತು ಮಕ್ಕಳ ಅಭಿವೃದ್ಧಿ ಇಲಾಖೆ (377, 613, 483, 633)
lead-sidebox-title: ನ.7ಕ್ಕೆ ರೈಲ್ವೆ ಸಚಿವರ ಪ್ರವಾಸ (570, 147, 647, 157)
unity-photo (721, 998, 931, 1146)
bell-icon (349, 559, 371, 585)
muthalik-portrait (14, 716, 142, 828)
wedding-teaser-text: ರಾಜ್ಯ ಮಹಿಳಾ ನಿಲಯದಲ್ಲಿ ಕಳೆದ 45 ತಿಂಗಳಲ್ಲಿ ಒಟ್ಟು 46 ವಿವಾಹಗಳು ಇಲಾಖೆಯ ಸಹಕಾರದೊಂದಿಗೆ ನೆರವೇರಿವೆ. ಈ ಎಲ್ಲ ಜೋಡಿಗಳಿಗೆ ಸರ್ಕಾರದ ಸೌಲಭ್ಯಗಳನ್ನು ಒದಗಿಸಲಾಗಿದೆ. (377, 559, 483, 608)
section-title: ಪ್ರಾದೇಶಿಕ (388, 14, 475, 44)
bhoomi-col2: ಸಾರ್ವಜನಿಕರು, ಕಾರ್ಮಿಕರು, ಸ್ಥಳೀಯ ನಿವಾಸಿಗಳು ಭಾಗವಹಿಸುವಂತೆ ಮನವಿ ಮಾಡಲಾಗಿದೆ. ಬಡಾವಣೆಯಲ್ಲಿ ಗುಂಡಿಯಲ್ಲಿ ಮುಂದುವರಿದಂತೆ ಜನವಸತಿ ಪ್ರದೇಶಕ್ಕೆ ಅಗತ್ಯ ಸೌಲಭ್ಯಗಳನ್ನು ಒದಗಿಸಲಾಗುವುದು. ಇದೇ ಸಂದರ್ಭದಲ್ಲಿ ನೂತನ ಉದ್ಯಾನವನ, ಸಮುದಾಯ ಭವನ ನಿರ್ಮಾಣ ಕಾಮಗಾರಿಗೂ ಚಾಲನೆ ನೀಡಲಾಗುವುದು ಎಂದು ತಿಳಿಸಿದರು. ಯೋಜನೆಯ ಅನುಷ್ಠಾನಕ್ಕೆ ಸರ್ಕಾರದಿಂದ ಅಗತ್ಯ ಅನುದಾನ ಬಿಡುಗಡೆಯಾಗಿದೆ. ನಿಗದಿತ ಕಾಲಮಿತಿಯಲ್ಲಿ ಕಾಮಗಾರಿ ಪೂರ್ಣಗೊಳಿಸಲಾಗುವುದು. ಪ್ರಾಧಿಕಾರದ ಆಯುಕ್ತರು, ಎಂಜಿನಿಯರ್‌ಗಳು, ಸಿಬ್ಬಂದಿ ಸೇರಿದಂತೆ ಹಲವರು ಸಭೆಯಲ್ಲಿ ಉಪಸ್ಥಿತರಿದ್ದರು. (801, 375, 931, 529)
kirusuddi-logo (14, 323, 166, 361)
lead-kicker: ರೈಲ್ವೇ ಮೇಲ್ಸೇತುವೆ ಕಾಮಗಾರಿ ಪರಿಶೀಲಿಸಿದ ಶಾಸಕ ಬಿ.ವೈ. ಹರೀಶ್ ಅವರಿಂದ ಅಧಿಕಾರಿಗಳಿಗೆ ಸೂಚನೆ (14, 82, 405, 96)
masthead-date: 01 ನವೆಂಬರ್ 2025 (14, 30, 89, 42)
masthead (14, 8, 931, 70)
wedding-body: ● ದಾವಣಗೆರೆ: ಇಲ್ಲಿನ ಶ್ರೀ ಸರ್ಕಾರಿ ಮಹಿಳಾ ನಿಲಯದಲ್ಲಿ ಮೂರು ಜೋಡಿಗಳ ಸಾಮೂಹಿಕ ವಿವಾಹ ಮಹೋತ್ಸವ ಸಂಭ್ರಮದಿಂದ ನೆರವೇರಿತು. ಅಧಿಕಾರಿಗಳ ಸಮ್ಮುಖದಲ್ಲಿ ನಿಲಯದ ಆವರಣ ನಿರ್ಮಾಣಗೊಂಡ ಮಂಟಪದಲ್ಲಿ ಸಾಂಪ್ರದಾಯಿಕವಾಗಿ ವಿವಾಹ ನೆರವೇರಿತು. ವಧು-ವರರು, ಸಂಬಂಧಿಕರು, ಮಹಿಳಾ ನಿಲಯದ ಸಿಬ್ಬಂದಿ ಹಾಗೂ ಸ್ವಯಂಸೇವಕರು ವಿವಾಹಕ್ಕೆ ಸಾಕ್ಷಿಯಾದರು. ನವ ದಂಪತಿಗಳಿಗೆ ಹಿರಿಯರು ಆಶೀರ್ವದಿಸಿದರು. ನಿಲಯದ ನಿವಾಸಿ ಕಾವೇರಿ(28 ವರ್ಷ) ಅವರಿಗೆ ಚಂದ್ರು(32 ವರ್ಷ), ಲಕ್ಷ್ಮಿ(25 ವರ್ಷ) ಅವರಿಗೆ ಶಿವಕುಮಾರ್(30 ವರ್ಷ), ಪಾರ್ವತಿ(24 ವರ್ಷ) ಅವರಿಗೆ ಮಂಜುನಾಥ(29 ವರ್ಷ) ಅವರೊಂದಿಗೆ ವಿವಾಹ ನೆರವೇರಿತು. ಈ ಸಂದರ್ಭದಲ್ಲಿ ಉಡುಗೊರೆಗಳನ್ನು ನೀಡಿ ನವ ದಂಪತಿಗಳನ್ನು ಶುಭ ಹಾರೈಸಲಾಯಿತು. (185, 379, 333, 555)
masthead-rule (14, 73, 931, 76)
bhoomi-col1: ● ದಾವಣಗೆರೆ: ನ್ಯಾಯಬೆಲೆ ಯೋಜನೆಯಡಿ ನಿರ್ಮಾಣಗೊಳ್ಳಲಿರುವ ಬಡಾವಣೆಯ ಕಾಮಗಾರಿಗೆ ಇಂದು ಭೂಮಿಪೂಜೆ ನಡೆಯಲಿದೆ. ಪ್ರಾಧಿಕಾರದ ಸುಮಾರು 6.09 ಕೋಟಿ ರೂ. ವೆಚ್ಚದ ಅಭಿವೃದ್ಧಿ ಕಾಮಗಾರಿಗಳಿಗೆ ಭೂಮಿಪೂಜೆ ನೆರವೇರಲಿದೆ ಎಂದು ಪ್ರಾಧಿಕಾರದ ಅಧ್ಯಕ್ಷ ದಿನೇಶ್ ಕೆ. ಶೆಟ್ಟಿ ತಿಳಿಸಿದ್ದಾರೆ. ಬಡಾವಣೆಯಲ್ಲಿ ರಸ್ತೆ, ಚರಂಡಿ, ಕುಡಿಯುವ ನೀರು, ಬೀದಿ ದೀಪ ಸೇರಿದಂತೆ ಮೂಲಸೌಕರ್ಯಗಳನ್ನು ಕಲ್ಪಿಸಲಾಗುವುದು. ಈ ಕಾರ್ಯಕ್ರಮದಲ್ಲಿ ಶಾಸಕರು, ಜಿಲ್ಲಾಧಿಕಾರಿಗಳು, ಮಹಾನಗರ ಪಾಲಿಕೆ ಆಯುಕ್ತರು, ಪ್ರಾಧಿಕಾರದ ಸದಸ್ಯರು ಭಾಗವಹಿಸಲಿದ್ದಾರೆ ಎಂದು ತಿಳಿಸಿದ್ದಾರೆ. (664, 375, 794, 525)
campaign-photo (437, 734, 591, 884)
bhoomi-kicker: ಧೂಡಾ ಅಧ್ಯಕ್ಷ ದಿನೇಶ್ ಕೆ. ಶೆಟ್ಟಿ (793, 322, 931, 338)
muthalik-body: ಪ್ರತಿ ಕ್ಷೇತ್ರದ ವ್ಯಾಪ್ತಿಯಲ್ಲಿ ದತ್ತಮಾಲಾ ಅಭಿಯಾನವನ್ನು ಒಟ್ಟಾಗಿ ಆಚರಿಸಬೇಕು ಎಂದು ಶ್ರೀರಾಮ ಸೇನೆಯ ರಾಷ್ಟ್ರಾಧ್ಯಕ್ಷ ಪ್ರಮೋದ್ ಮುತಾಲಿಕ್ ಹೇಳಿದರು. ನಗರದಲ್ಲಿ ಸುದ್ದಿಗೋಷ್ಠಿಯಲ್ಲಿ ಮಾತನಾಡಿದ ಅವರು, ಕಳೆದ 20 ವರ್ಷಗಳಿಂದ ದತ್ತಮಾಲಾ ಅಭಿಯಾನ ನಡೆಯುತ್ತಿದ್ದು, ರಾಜ್ಯಾದ್ಯಂತ ಭಕ್ತರು ಭಾಗವಹಿಸುತ್ತಿದ್ದಾರೆ ಎಂದು ತಿಳಿಸಿದರು. ದತ್ತಪೀಠದಲ್ಲಿ ಸಾಂಪ್ರದಾಯಿಕ ಪೂಜೆ ನಡೆಸಲು ಅವಕಾಶ ನೀಡಬೇಕು ಎಂದು ಅವರು ಸರ್ಕಾರವನ್ನು ಆಗ್ರಹಿಸಿದರು. (14, 831, 142, 945)
